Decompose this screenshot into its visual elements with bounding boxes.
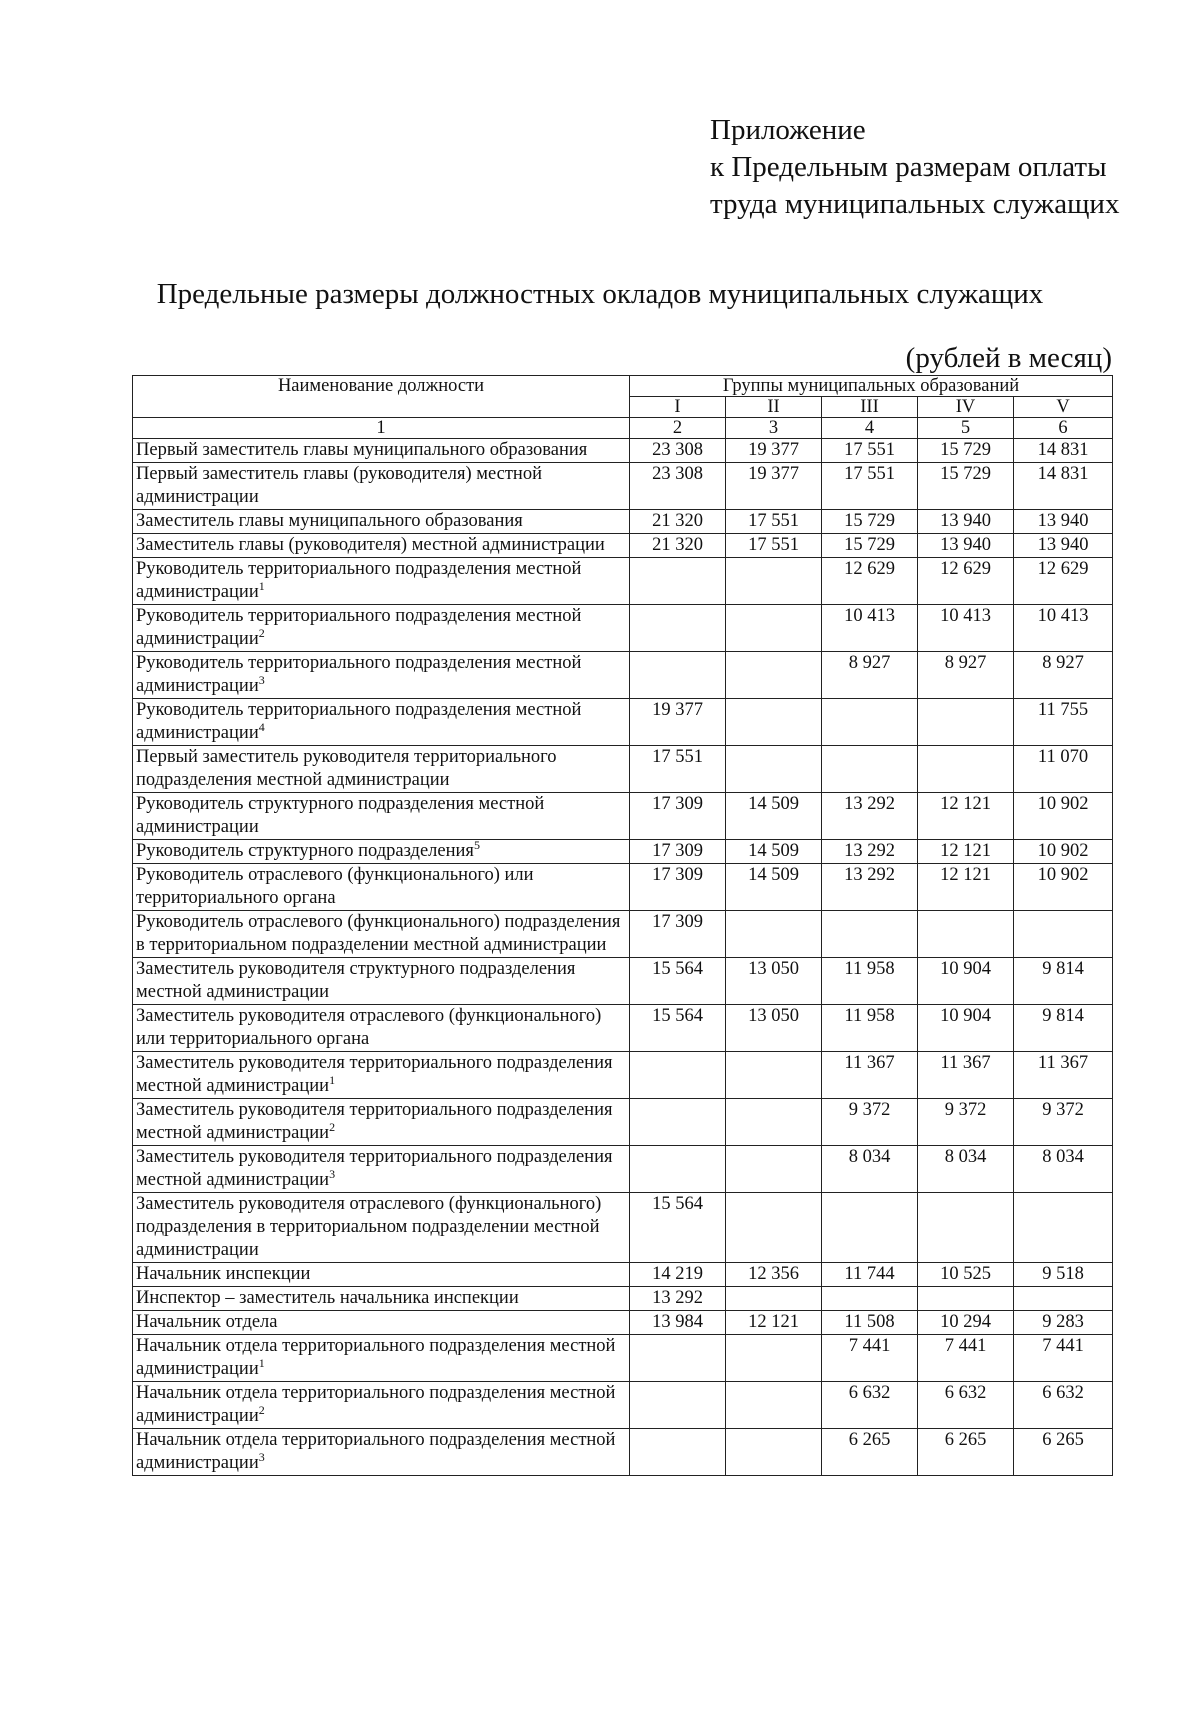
- position-name: [133, 439, 630, 463]
- salary-value: [918, 911, 1014, 958]
- salary-value: [630, 1335, 726, 1382]
- position-name-text: Руководитель территориального подразделения местной администрации: [136, 700, 582, 743]
- salary-value: [726, 911, 822, 958]
- salary-value: 10 902: [1014, 864, 1113, 911]
- salary-value: 11 958: [822, 1005, 918, 1052]
- salary-value: [726, 605, 822, 652]
- salary-value: 13 940: [1014, 534, 1113, 558]
- salary-value: [630, 1146, 726, 1193]
- position-name: [133, 864, 630, 911]
- position-name: [133, 1263, 630, 1287]
- salary-value: 19 377: [726, 463, 822, 510]
- position-name: [133, 1335, 630, 1382]
- table-row: [133, 439, 1113, 463]
- salary-value: 11 367: [1014, 1052, 1113, 1099]
- column-number: 2: [630, 418, 726, 439]
- column-number: 4: [822, 418, 918, 439]
- group-header: II: [726, 397, 822, 418]
- position-name: [133, 652, 630, 699]
- salary-value: 12 121: [918, 840, 1014, 864]
- salary-value: 6 265: [822, 1429, 918, 1476]
- column-number: 1: [133, 418, 630, 439]
- position-name: [133, 1146, 630, 1193]
- salary-value: 10 902: [1014, 840, 1113, 864]
- position-name: [133, 1311, 630, 1335]
- salary-value: [822, 1193, 918, 1263]
- position-name-text: Заместитель руководителя отраслевого (функционального) подразделения в территориальном подразделении местной администрации: [136, 1194, 602, 1260]
- position-name-text: Заместитель руководителя территориального подразделения местной администрации: [136, 1147, 613, 1190]
- salary-value: 14 831: [1014, 463, 1113, 510]
- table-row: [133, 746, 1113, 793]
- salary-value: 17 551: [726, 534, 822, 558]
- salary-value: 9 372: [1014, 1099, 1113, 1146]
- table-row: [133, 911, 1113, 958]
- table-row: [133, 1382, 1113, 1429]
- salary-value: [918, 1193, 1014, 1263]
- salary-value: 8 927: [822, 652, 918, 699]
- salary-value: 8 927: [918, 652, 1014, 699]
- salary-value: 14 509: [726, 793, 822, 840]
- table-body: [133, 439, 1113, 1476]
- salary-value: 13 940: [1014, 510, 1113, 534]
- table-row: [133, 605, 1113, 652]
- position-name: [133, 911, 630, 958]
- salary-value: [822, 699, 918, 746]
- footnote-marker: 3: [258, 672, 265, 687]
- group-header: III: [822, 397, 918, 418]
- position-name-text: Заместитель руководителя территориального подразделения местной администрации: [136, 1100, 613, 1143]
- position-name: [133, 837, 630, 864]
- salary-value: 17 309: [630, 840, 726, 864]
- table-row: [133, 558, 1113, 605]
- position-name-text: Руководитель структурного подразделения: [136, 841, 474, 861]
- salary-value: [630, 558, 726, 605]
- column-number: 5: [918, 418, 1014, 439]
- table-row: [133, 1287, 1113, 1311]
- position-name: [133, 1193, 630, 1263]
- group-header: I: [630, 397, 726, 418]
- salary-value: 13 292: [822, 864, 918, 911]
- salary-value: 8 034: [822, 1146, 918, 1193]
- salary-value: 11 755: [1014, 699, 1113, 746]
- table-row: [133, 793, 1113, 840]
- position-name-text: Заместитель руководителя отраслевого (функционального) или территориального органа: [136, 1006, 602, 1049]
- unit-label: (рублей в месяц): [905, 342, 1112, 374]
- salary-value: 23 308: [630, 463, 726, 510]
- salary-value: 11 070: [1014, 746, 1113, 793]
- salary-value: 15 729: [822, 510, 918, 534]
- salary-value: [726, 1052, 822, 1099]
- salary-value: 21 320: [630, 534, 726, 558]
- group-header: V: [1014, 397, 1113, 418]
- salary-value: 17 551: [726, 510, 822, 534]
- position-name-text: Начальник отдела территориального подразделения местной администрации: [136, 1336, 616, 1379]
- salary-value: 10 904: [918, 1005, 1014, 1052]
- header-groups: Группы муниципальных образований: [630, 376, 1113, 397]
- salary-value: 10 902: [1014, 793, 1113, 840]
- position-name-text: Руководитель отраслевого (функционального) или территориального органа: [136, 865, 534, 908]
- footnote-marker: 1: [329, 1072, 336, 1087]
- position-name-text: Руководитель территориального подразделения местной администрации: [136, 653, 582, 696]
- salary-value: 15 729: [918, 463, 1014, 510]
- table-row: [133, 510, 1113, 534]
- position-name: [133, 558, 630, 605]
- position-name-text: Заместитель руководителя территориального подразделения местной администрации: [136, 1053, 613, 1096]
- salary-value: 17 309: [630, 793, 726, 840]
- salary-value: 15 564: [630, 1005, 726, 1052]
- table-row: [133, 1311, 1113, 1335]
- salary-value: 13 940: [918, 510, 1014, 534]
- position-name-text: Первый заместитель главы (руководителя) местной администрации: [136, 464, 542, 507]
- footnote-marker: 4: [258, 719, 265, 734]
- salary-value: 14 219: [630, 1263, 726, 1287]
- group-header: IV: [918, 397, 1014, 418]
- salary-value: [822, 911, 918, 958]
- salary-value: [726, 1146, 822, 1193]
- salary-value: [726, 652, 822, 699]
- salary-value: [918, 1287, 1014, 1311]
- salary-value: [630, 605, 726, 652]
- position-name-text: Заместитель главы (руководителя) местной администрации: [136, 535, 605, 555]
- position-name: [133, 958, 630, 1005]
- salary-value: 15 564: [630, 958, 726, 1005]
- position-name-text: Руководитель территориального подразделения местной администрации: [136, 559, 582, 602]
- salary-value: 15 729: [822, 534, 918, 558]
- salary-value: 12 629: [918, 558, 1014, 605]
- salary-value: 21 320: [630, 510, 726, 534]
- salary-value: 13 940: [918, 534, 1014, 558]
- position-name: [133, 534, 630, 558]
- footnote-marker: 2: [258, 1402, 265, 1417]
- salary-value: [726, 558, 822, 605]
- salary-value: 7 441: [918, 1335, 1014, 1382]
- position-name: [133, 746, 630, 793]
- position-name: [133, 1382, 630, 1429]
- column-number: 3: [726, 418, 822, 439]
- salary-value: 9 814: [1014, 958, 1113, 1005]
- salary-value: 8 034: [1014, 1146, 1113, 1193]
- table-row: [133, 1335, 1113, 1382]
- salary-value: 13 984: [630, 1311, 726, 1335]
- position-name-text: Заместитель главы муниципального образования: [136, 511, 523, 531]
- salary-value: 17 309: [630, 864, 726, 911]
- salary-value: [630, 1429, 726, 1476]
- salary-value: 11 508: [822, 1311, 918, 1335]
- salary-value: 11 367: [918, 1052, 1014, 1099]
- footnote-marker: 5: [473, 837, 480, 852]
- position-name-text: Заместитель руководителя структурного подразделения местной администрации: [136, 959, 576, 1002]
- salary-value: [726, 1335, 822, 1382]
- salary-value: 10 294: [918, 1311, 1014, 1335]
- salary-value: 9 518: [1014, 1263, 1113, 1287]
- table-row: [133, 840, 1113, 864]
- salary-value: 17 551: [822, 463, 918, 510]
- salary-value: 11 744: [822, 1263, 918, 1287]
- salary-value: 13 050: [726, 1005, 822, 1052]
- salary-value: [726, 1099, 822, 1146]
- salary-value: 12 629: [822, 558, 918, 605]
- table-row: [133, 958, 1113, 1005]
- position-name: [133, 510, 630, 534]
- salary-value: 10 413: [918, 605, 1014, 652]
- appendix-line-3: труда муниципальных служащих: [710, 188, 1120, 220]
- salary-value: 14 831: [1014, 439, 1113, 463]
- footnote-marker: 3: [258, 1449, 265, 1464]
- salary-value: [918, 699, 1014, 746]
- footnote-marker: 1: [258, 1355, 265, 1370]
- salary-value: [726, 1287, 822, 1311]
- position-name-text: Руководитель отраслевого (функционального) подразделения в территориальном подразделении местной администрации: [136, 912, 621, 955]
- appendix-line-2: к Предельным размерам оплаты: [710, 151, 1107, 183]
- salary-value: 13 292: [822, 793, 918, 840]
- salary-value: 9 372: [822, 1099, 918, 1146]
- salary-value: 10 413: [822, 605, 918, 652]
- salary-value: 12 121: [726, 1311, 822, 1335]
- table-row: [133, 463, 1113, 510]
- salary-value: 13 050: [726, 958, 822, 1005]
- salary-value: [630, 1052, 726, 1099]
- salary-value: 9 814: [1014, 1005, 1113, 1052]
- salary-value: 6 265: [1014, 1429, 1113, 1476]
- appendix-heading: [710, 112, 1119, 223]
- document-title: Предельные размеры должностных окладов муниципальных служащих: [156, 278, 1044, 310]
- salary-value: 12 356: [726, 1263, 822, 1287]
- salary-value: 14 509: [726, 864, 822, 911]
- salary-value: [1014, 1287, 1113, 1311]
- position-name: [133, 1429, 630, 1476]
- column-number: 6: [1014, 418, 1113, 439]
- header-position: Наименование должности: [133, 376, 630, 418]
- salary-value: 6 265: [918, 1429, 1014, 1476]
- position-name: [133, 1005, 630, 1052]
- table-row: [133, 1429, 1113, 1476]
- position-name: [133, 699, 630, 746]
- position-name: [133, 1099, 630, 1146]
- salary-value: [726, 699, 822, 746]
- salary-table: [132, 375, 1113, 1476]
- table-row: [133, 652, 1113, 699]
- position-name: [133, 1052, 630, 1099]
- salary-value: 12 121: [918, 793, 1014, 840]
- salary-value: [822, 746, 918, 793]
- salary-value: [726, 1382, 822, 1429]
- salary-value: [1014, 1193, 1113, 1263]
- position-name-text: Первый заместитель главы муниципального образования: [136, 440, 588, 460]
- salary-value: 9 372: [918, 1099, 1014, 1146]
- position-name-text: Начальник отдела: [136, 1312, 278, 1332]
- position-name-text: Руководитель территориального подразделения местной администрации: [136, 606, 582, 649]
- salary-value: [630, 1382, 726, 1429]
- table-row: [133, 864, 1113, 911]
- salary-value: 13 292: [822, 840, 918, 864]
- salary-value: [1014, 911, 1113, 958]
- position-name: [133, 793, 630, 840]
- footnote-marker: 3: [329, 1166, 336, 1181]
- salary-value: 12 629: [1014, 558, 1113, 605]
- table-row: [133, 534, 1113, 558]
- salary-value: 17 551: [630, 746, 726, 793]
- footnote-marker: 1: [258, 578, 265, 593]
- salary-value: 7 441: [822, 1335, 918, 1382]
- table-row: [133, 1193, 1113, 1263]
- salary-value: 10 904: [918, 958, 1014, 1005]
- position-name-text: Инспектор – заместитель начальника инспекции: [136, 1288, 519, 1308]
- salary-value: 17 551: [822, 439, 918, 463]
- salary-value: 10 525: [918, 1263, 1014, 1287]
- position-name: [133, 605, 630, 652]
- salary-value: 14 509: [726, 840, 822, 864]
- table-row: [133, 1146, 1113, 1193]
- position-name: [133, 1287, 630, 1311]
- salary-value: 10 413: [1014, 605, 1113, 652]
- salary-value: [822, 1287, 918, 1311]
- table-row: [133, 1052, 1113, 1099]
- salary-value: 6 632: [822, 1382, 918, 1429]
- salary-value: [726, 746, 822, 793]
- salary-value: 8 034: [918, 1146, 1014, 1193]
- salary-value: 9 283: [1014, 1311, 1113, 1335]
- position-name-text: Руководитель структурного подразделения местной администрации: [136, 794, 545, 837]
- header-row-numbers: [133, 418, 1113, 439]
- salary-value: 15 564: [630, 1193, 726, 1263]
- position-name-text: Начальник инспекции: [136, 1264, 311, 1284]
- appendix-line-1: Приложение: [710, 114, 866, 146]
- salary-value: 19 377: [630, 699, 726, 746]
- salary-value: [726, 1429, 822, 1476]
- salary-value: 17 309: [630, 911, 726, 958]
- position-name-text: Начальник отдела территориального подразделения местной администрации: [136, 1430, 616, 1473]
- salary-value: [630, 1099, 726, 1146]
- table-row: [133, 1099, 1113, 1146]
- salary-value: [918, 746, 1014, 793]
- header-row-titles: [133, 376, 1113, 397]
- table-header: [133, 376, 1113, 439]
- salary-value: [630, 652, 726, 699]
- table-row: [133, 699, 1113, 746]
- table-row: [133, 1005, 1113, 1052]
- salary-value: 13 292: [630, 1287, 726, 1311]
- salary-value: 6 632: [918, 1382, 1014, 1429]
- footnote-marker: 2: [329, 1119, 336, 1134]
- salary-value: 23 308: [630, 439, 726, 463]
- salary-value: 6 632: [1014, 1382, 1113, 1429]
- table-row: [133, 1263, 1113, 1287]
- salary-value: 11 367: [822, 1052, 918, 1099]
- salary-value: 11 958: [822, 958, 918, 1005]
- salary-value: 15 729: [918, 439, 1014, 463]
- salary-value: 7 441: [1014, 1335, 1113, 1382]
- position-name-text: Первый заместитель руководителя территориального подразделения местной администрации: [136, 747, 557, 790]
- position-name: [133, 463, 630, 510]
- position-name-text: Начальник отдела территориального подразделения местной администрации: [136, 1383, 616, 1426]
- salary-value: 12 121: [918, 864, 1014, 911]
- salary-value: [726, 1193, 822, 1263]
- salary-value: 8 927: [1014, 652, 1113, 699]
- salary-value: 19 377: [726, 439, 822, 463]
- footnote-marker: 2: [258, 625, 265, 640]
